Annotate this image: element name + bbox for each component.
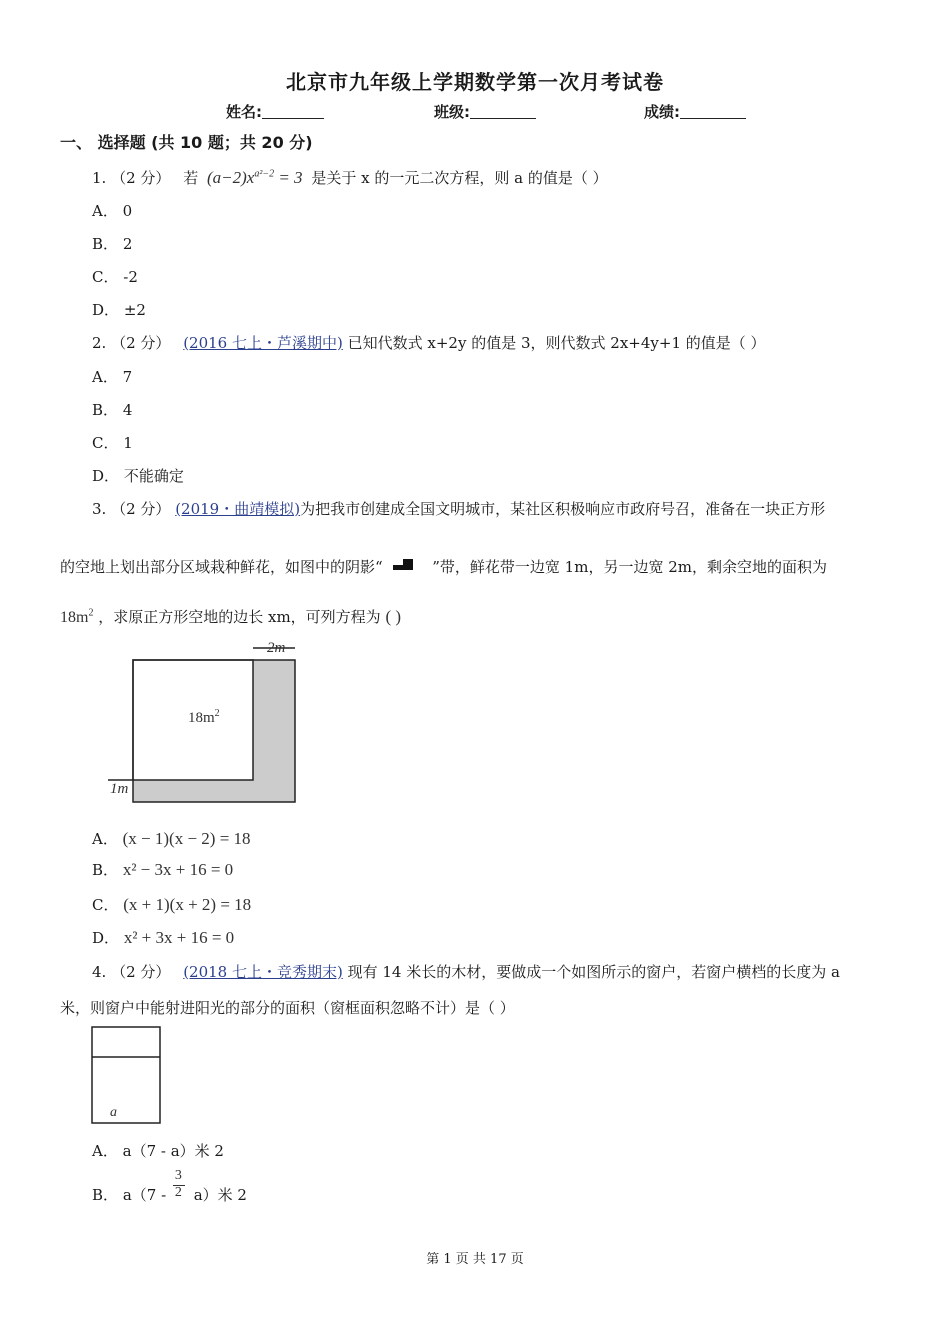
q3-line-2 xyxy=(60,553,827,577)
q4-label-a: a xyxy=(110,1105,117,1120)
q1-option-c[interactable]: C． -2 xyxy=(92,268,138,286)
q3-area-value: $18m^2$ xyxy=(60,607,94,626)
q4-fraction: $\frac{3}{2}$ xyxy=(171,1186,189,1200)
score-field[interactable] xyxy=(644,101,746,122)
q4-text-line1: 现有 14 米长的木材，要做成一个如图所示的窗户，若窗户横档的长度为 a xyxy=(347,963,840,981)
question-2 xyxy=(92,332,766,353)
q3-answer-paren: ( ) xyxy=(385,607,402,626)
q1-text: 是关于 x 的一元二次方程，则 a 的值是（ ） xyxy=(311,169,608,187)
question-1 xyxy=(92,167,608,188)
name-label: 姓名: xyxy=(226,103,262,121)
q2-source-link[interactable]: (2016 七上・芦溪期中) xyxy=(183,334,343,352)
q1-option-b[interactable]: B． 2 xyxy=(92,235,133,253)
class-blank xyxy=(470,103,536,119)
q1-pre: 若 xyxy=(183,169,199,187)
class-label: 班级: xyxy=(434,103,470,121)
page-footer: 第 1 页 共 17 页 xyxy=(426,1252,524,1267)
q1-formula: $(a-2)x^{a^2-2} = 3$ xyxy=(206,168,303,187)
q1-points: （2 分） xyxy=(111,169,171,187)
q3-text-line2b: ”带，鲜花带一边宽 1m，另一边宽 2m，剩余空地的面积为 xyxy=(432,558,827,576)
q3-label-area: $18m^2$ xyxy=(188,708,220,726)
q3-points: （2 分） xyxy=(111,500,171,518)
q3-text-line1: 为把我市创建成全国文明城市，某社区积极响应市政府号召，准备在一块正方形 xyxy=(300,500,826,518)
q2-option-c[interactable]: C． 1 xyxy=(92,434,133,452)
q4-number: 4. xyxy=(92,963,107,981)
q3-option-b[interactable]: B． x² − 3x + 16 = 0 xyxy=(92,860,234,879)
q3-figure xyxy=(100,640,300,805)
name-blank xyxy=(262,103,324,119)
q1-number: 1. xyxy=(92,169,107,187)
q3-text-line3: ，求原正方形空地的边长 xm，可列方程为 xyxy=(98,608,381,626)
q3-text-line2a: 的空地上划出部分区域栽种鲜花，如图中的阴影“ xyxy=(60,558,383,576)
q2-text: 已知代数式 x+2y 的值是 3，则代数式 2x+4y+1 的值是（ ） xyxy=(347,334,766,352)
score-blank xyxy=(680,103,746,119)
q1-option-a[interactable]: A． 0 xyxy=(92,202,133,220)
q3-option-a[interactable]: A． (x − 1)(x − 2) = 18 xyxy=(92,829,251,848)
q2-option-a[interactable]: A． 7 xyxy=(92,368,133,386)
q4-points: （2 分） xyxy=(111,963,171,981)
question-3 xyxy=(92,498,825,519)
q2-option-d[interactable]: D． 不能确定 xyxy=(92,467,184,485)
page-title: 北京市九年级上学期数学第一次月考试卷 xyxy=(286,70,664,94)
shaded-band-icon xyxy=(387,553,427,575)
q2-option-b[interactable]: B． 4 xyxy=(92,401,133,419)
question-4 xyxy=(92,961,840,982)
q4-window-figure xyxy=(90,1025,162,1125)
class-field[interactable] xyxy=(434,101,536,122)
q1-option-d[interactable]: D． ±2 xyxy=(92,301,146,319)
q3-source-link[interactable]: (2019・曲靖模拟) xyxy=(175,500,301,518)
q4-option-a[interactable]: A． a（7 - a）米 2 xyxy=(92,1142,224,1160)
q3-option-d[interactable]: D． x² + 3x + 16 = 0 xyxy=(92,928,235,947)
score-label: 成绩: xyxy=(644,103,680,121)
q2-number: 2. xyxy=(92,334,107,352)
q3-option-c[interactable]: C． (x + 1)(x + 2) = 18 xyxy=(92,895,252,914)
q3-label-2m: 2m xyxy=(267,640,286,656)
q3-label-1m: 1m xyxy=(110,781,129,797)
q4-text-line2: 米，则窗户中能射进阳光的部分的面积（窗框面积忽略不计）是（ ） xyxy=(60,999,515,1017)
q2-points: （2 分） xyxy=(111,334,171,352)
section-heading: 一、 选择题 (共 10 题；共 20 分) xyxy=(60,133,313,152)
q4-window-diagram xyxy=(90,1025,162,1125)
q4-source-link[interactable]: (2018 七上・竞秀期末) xyxy=(183,963,343,981)
name-field[interactable] xyxy=(226,101,324,122)
q3-line-3 xyxy=(60,606,401,627)
q4-option-b[interactable]: B． a（7 - $\frac{3}{2}$ a）米 2 xyxy=(92,1168,247,1204)
q3-number: 3. xyxy=(92,500,107,518)
